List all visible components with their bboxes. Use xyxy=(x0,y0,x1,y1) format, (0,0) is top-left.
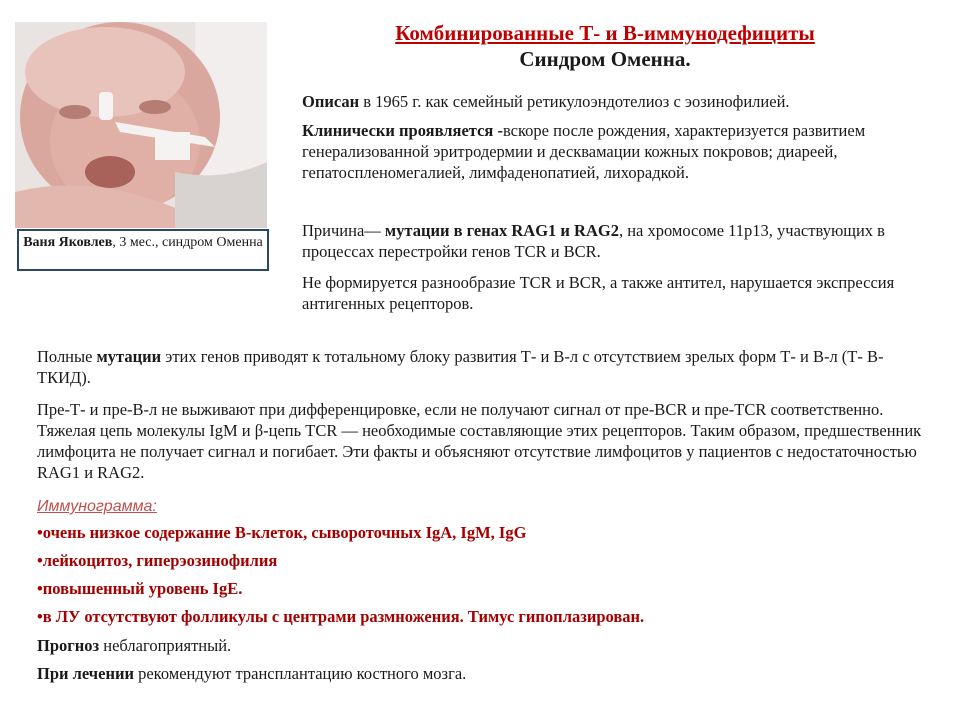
caption-rest: , 3 мес., синдром Оменна xyxy=(112,235,263,250)
p2-bold: Клинически проявляется - xyxy=(302,121,503,140)
p2-text: вскоре после рождения, характеризуется развитием генерализованной эритродермии и десквамации кожных покровов; диареей, гепатоспленомегалией, лимфаденопатией, лихорадкой. xyxy=(302,121,866,182)
immunogram-heading-text: Иммунограмма: xyxy=(37,498,157,515)
title-line-1: Комбинированные Т- и В-иммунодефициты xyxy=(395,21,815,45)
paragraph-pre-cells xyxy=(37,399,937,483)
p3-text2: , на хромосоме 11p13, участвующих в процессах перестройки генов TCR и BCR. xyxy=(302,221,885,261)
p1-bold: Описан xyxy=(302,92,360,111)
b1-text2: этих генов приводят к тотальному блоку развития Т- и В-л с отсутствием зрелых форм Т- и В-л (Т- В-ТКИД). xyxy=(37,347,884,387)
paragraph-prognosis xyxy=(37,635,937,656)
treatment-text: рекомендуют трансплантацию костного мозга. xyxy=(133,664,467,683)
bullet-b-cells: •очень низкое содержание В-клеток, сывороточных IgA, IgM, IgG xyxy=(37,523,527,542)
p4-text: Не формируется разнообразие TCR и BCR, а также антител, нарушается экспрессия антигенных рецепторов. xyxy=(302,273,895,313)
photo-caption xyxy=(17,229,269,271)
paragraph-diversity xyxy=(302,272,932,314)
bullet-lymph-nodes: •в ЛУ отсутствуют фолликулы с центрами размножения. Тимус гипоплазирован. xyxy=(37,607,645,626)
title-line-2: Синдром Оменна. xyxy=(519,47,691,71)
p1-text: в 1965 г. как семейный ретикулоэндотелиоз с эозинофилией. xyxy=(359,92,790,111)
paragraph-clinical xyxy=(302,120,932,183)
slide-title xyxy=(300,20,910,72)
paragraph-treatment xyxy=(37,663,937,684)
p3-bold: мутации в генах RAG1 и RAG2 xyxy=(384,221,619,240)
b1-bold: мутации xyxy=(96,347,162,366)
bullet-leukocytosis: •лейкоцитоз, гиперэозинофилия xyxy=(37,551,278,570)
patient-photo xyxy=(15,22,267,228)
paragraph-described xyxy=(302,91,932,112)
prognosis-text: неблагоприятный. xyxy=(99,636,232,655)
caption-name: Ваня Яковлев xyxy=(23,235,113,250)
bullet-ige: •повышенный уровень IgE. xyxy=(37,579,243,598)
immunogram-heading xyxy=(37,495,937,517)
paragraph-cause xyxy=(302,220,932,262)
treatment-bold: При лечении xyxy=(37,664,134,683)
prognosis-bold: Прогноз xyxy=(37,636,100,655)
paragraph-mutations xyxy=(37,346,937,388)
b2-text: Пре-Т- и пре-В-л не выживают при дифференцировке, если не получают сигнал от пре-BCR и пре-TCR соответственно. Тяжелая цепь молекулы IgM и β-цепь TCR — необходимые составляющие этих рецепторов. Таким образом, предшественник лимфоцита не получает сигнал и погибает. Эти факты и объясняют отсутствие лимфоцитов у пациентов с недостаточностью RAG1 и RAG2. xyxy=(37,400,922,482)
b1-text1: Полные xyxy=(37,347,97,366)
p3-text1: Причина— xyxy=(302,221,385,240)
